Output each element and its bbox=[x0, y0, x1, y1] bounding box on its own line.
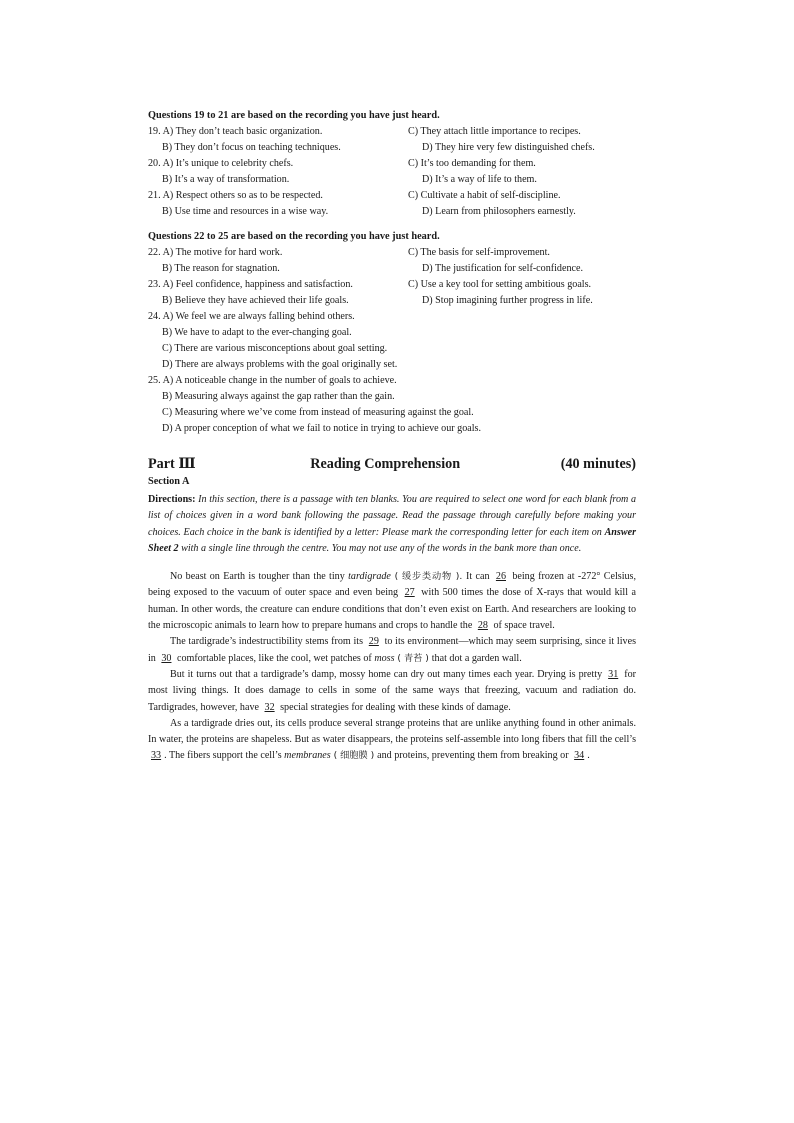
directions-text-1: In this section, there is a passage with ten blanks. You are required to select one word for each blank from a list of choices given in a word bank following the passage. Read the passage through carefully before making your choices. Each choice in the bank is identified by a letter: Please mark the corresponding letter for each item on bbox=[148, 494, 636, 538]
directions-text-2: with a single line through the centre. You may not use any of the words in the bank more than once. bbox=[178, 542, 582, 554]
option-c: C) The basis for self-improvement. bbox=[408, 247, 550, 258]
option-d: D) Learn from philosophers earnestly. bbox=[422, 206, 576, 217]
question-21 bbox=[148, 188, 636, 220]
group2-header: Questions 22 to 25 are based on the recording you have just heard. bbox=[148, 231, 440, 242]
question-25 bbox=[148, 373, 636, 437]
option-c: C) There are various misconceptions about goal setting. bbox=[162, 343, 388, 354]
gloss: ( 细胞膜 ) bbox=[330, 750, 378, 762]
question-22 bbox=[148, 245, 636, 277]
text: for most living things. It does damage to cells in some of the same ways that freezing, vacuum and radiation do. Tardigrades, however, have bbox=[148, 668, 637, 713]
option-d: D) There are always problems with the goal originally set. bbox=[162, 359, 398, 370]
question-19 bbox=[148, 124, 636, 156]
option-a: 24. A) We feel we are always falling behind others. bbox=[148, 311, 355, 322]
group1-header: Questions 19 to 21 are based on the recording you have just heard. bbox=[148, 110, 440, 121]
directions-bold: Answer Sheet 2 bbox=[148, 526, 636, 554]
part-time: (40 minutes) bbox=[560, 456, 636, 472]
part-title: Reading Comprehension bbox=[310, 456, 461, 472]
text: being frozen at -272° Celsius, being exposed to the vacuum of outer space and even being bbox=[148, 571, 636, 599]
option-a: 25. A) A noticeable change in the number of goals to achieve. bbox=[148, 375, 397, 386]
question-20 bbox=[148, 156, 636, 188]
option-c: C) They attach little importance to recipes. bbox=[408, 126, 581, 137]
text: comfortable places, like the cool, wet patches of bbox=[174, 652, 375, 664]
section-label: Section A bbox=[148, 476, 190, 487]
option-b: B) Measuring always against the gap rather than the gain. bbox=[162, 391, 395, 402]
option-a: 19. A) They don’t teach basic organization. bbox=[148, 126, 323, 137]
directions bbox=[148, 492, 636, 557]
text: But it turns out that a tardigrade’s damp, mossy home can dry out many times each year. Drying is pretty bbox=[170, 668, 606, 680]
text: . The fibers support the cell’s bbox=[164, 750, 285, 762]
question-24 bbox=[148, 309, 636, 373]
blank-26[interactable]: 26 bbox=[495, 571, 506, 583]
text: and proteins, preventing them from breaking or bbox=[377, 750, 572, 762]
text: of space travel. bbox=[490, 620, 555, 632]
text: to its environment—which may seem surprising, since it lives in bbox=[148, 636, 636, 664]
part-label: Part Ⅲ bbox=[148, 456, 196, 472]
part-heading bbox=[148, 455, 636, 473]
option-c: C) Measuring where we’ve come from instead of measuring against the goal. bbox=[162, 407, 474, 418]
paragraph-1 bbox=[148, 569, 636, 634]
blank-27[interactable]: 27 bbox=[404, 587, 415, 599]
term-moss: moss bbox=[374, 652, 395, 664]
option-b: B) The reason for stagnation. bbox=[162, 263, 280, 274]
blank-31[interactable]: 31 bbox=[608, 668, 619, 680]
option-b: B) We have to adapt to the ever-changing goal. bbox=[162, 327, 352, 338]
passage bbox=[148, 569, 636, 765]
text: with 500 times the dose of X-rays that would kill a human. In other words, the creature can endure conditions that don’t even exist on Earth. And researchers are looking to the microscopic animals to learn how to prepare humans and crops to handle the bbox=[148, 587, 636, 632]
option-b: B) Use time and resources in a wise way. bbox=[162, 206, 329, 217]
blank-28[interactable]: 28 bbox=[477, 620, 488, 632]
option-d: D) They hire very few distinguished chefs. bbox=[422, 142, 595, 153]
option-b: B) It’s a way of transformation. bbox=[162, 174, 290, 185]
text: that dot a garden wall. bbox=[431, 652, 522, 664]
option-a: 22. A) The motive for hard work. bbox=[148, 247, 283, 258]
gloss: ( 青苔 ) bbox=[394, 652, 432, 664]
gloss: ( 缓步类动物 ). bbox=[390, 571, 467, 583]
blank-33[interactable]: 33 bbox=[151, 750, 162, 762]
term-membranes: membranes bbox=[284, 750, 331, 762]
paragraph-4 bbox=[148, 716, 636, 765]
blank-29[interactable]: 29 bbox=[368, 636, 379, 648]
option-b: B) Believe they have achieved their life goals. bbox=[162, 295, 349, 306]
exam-page bbox=[148, 108, 636, 765]
option-a: 23. A) Feel confidence, happiness and satisfaction. bbox=[148, 279, 353, 290]
directions-label: Directions: bbox=[148, 494, 196, 505]
option-d: D) A proper conception of what we fail to notice in trying to achieve our goals. bbox=[162, 423, 481, 434]
option-c: C) Cultivate a habit of self-discipline. bbox=[408, 190, 561, 201]
text: The tardigrade’s indestructibility stems from its bbox=[170, 636, 366, 648]
blank-30[interactable]: 30 bbox=[161, 652, 172, 664]
option-a: 21. A) Respect others so as to be respected. bbox=[148, 190, 323, 201]
option-c: C) Use a key tool for setting ambitious goals. bbox=[408, 279, 592, 290]
text: No beast on Earth is tougher than the tiny bbox=[170, 571, 349, 583]
option-b: B) They don’t focus on teaching techniques. bbox=[162, 142, 341, 153]
text: It can bbox=[466, 571, 493, 583]
option-c: C) It’s too demanding for them. bbox=[408, 158, 536, 169]
option-d: D) Stop imagining further progress in life. bbox=[422, 295, 593, 306]
text: As a tardigrade dries out, its cells produce several strange proteins that are unlike anything found in other animals. In water, the proteins are shapeless. But as water disappears, the proteins self-assemble into long fibers that fill the cell’s bbox=[148, 717, 636, 746]
text: special strategies for dealing with these kinds of damage. bbox=[277, 701, 511, 713]
text: . bbox=[587, 750, 590, 762]
option-d: D) The justification for self-confidence. bbox=[422, 263, 583, 274]
option-d: D) It’s a way of life to them. bbox=[422, 174, 537, 185]
option-a: 20. A) It’s unique to celebrity chefs. bbox=[148, 158, 294, 169]
question-23 bbox=[148, 277, 636, 309]
term-tardigrade: tardigrade bbox=[348, 571, 391, 583]
blank-34[interactable]: 34 bbox=[574, 750, 585, 762]
paragraph-2 bbox=[148, 634, 636, 667]
paragraph-3 bbox=[148, 667, 636, 716]
blank-32[interactable]: 32 bbox=[264, 701, 275, 713]
